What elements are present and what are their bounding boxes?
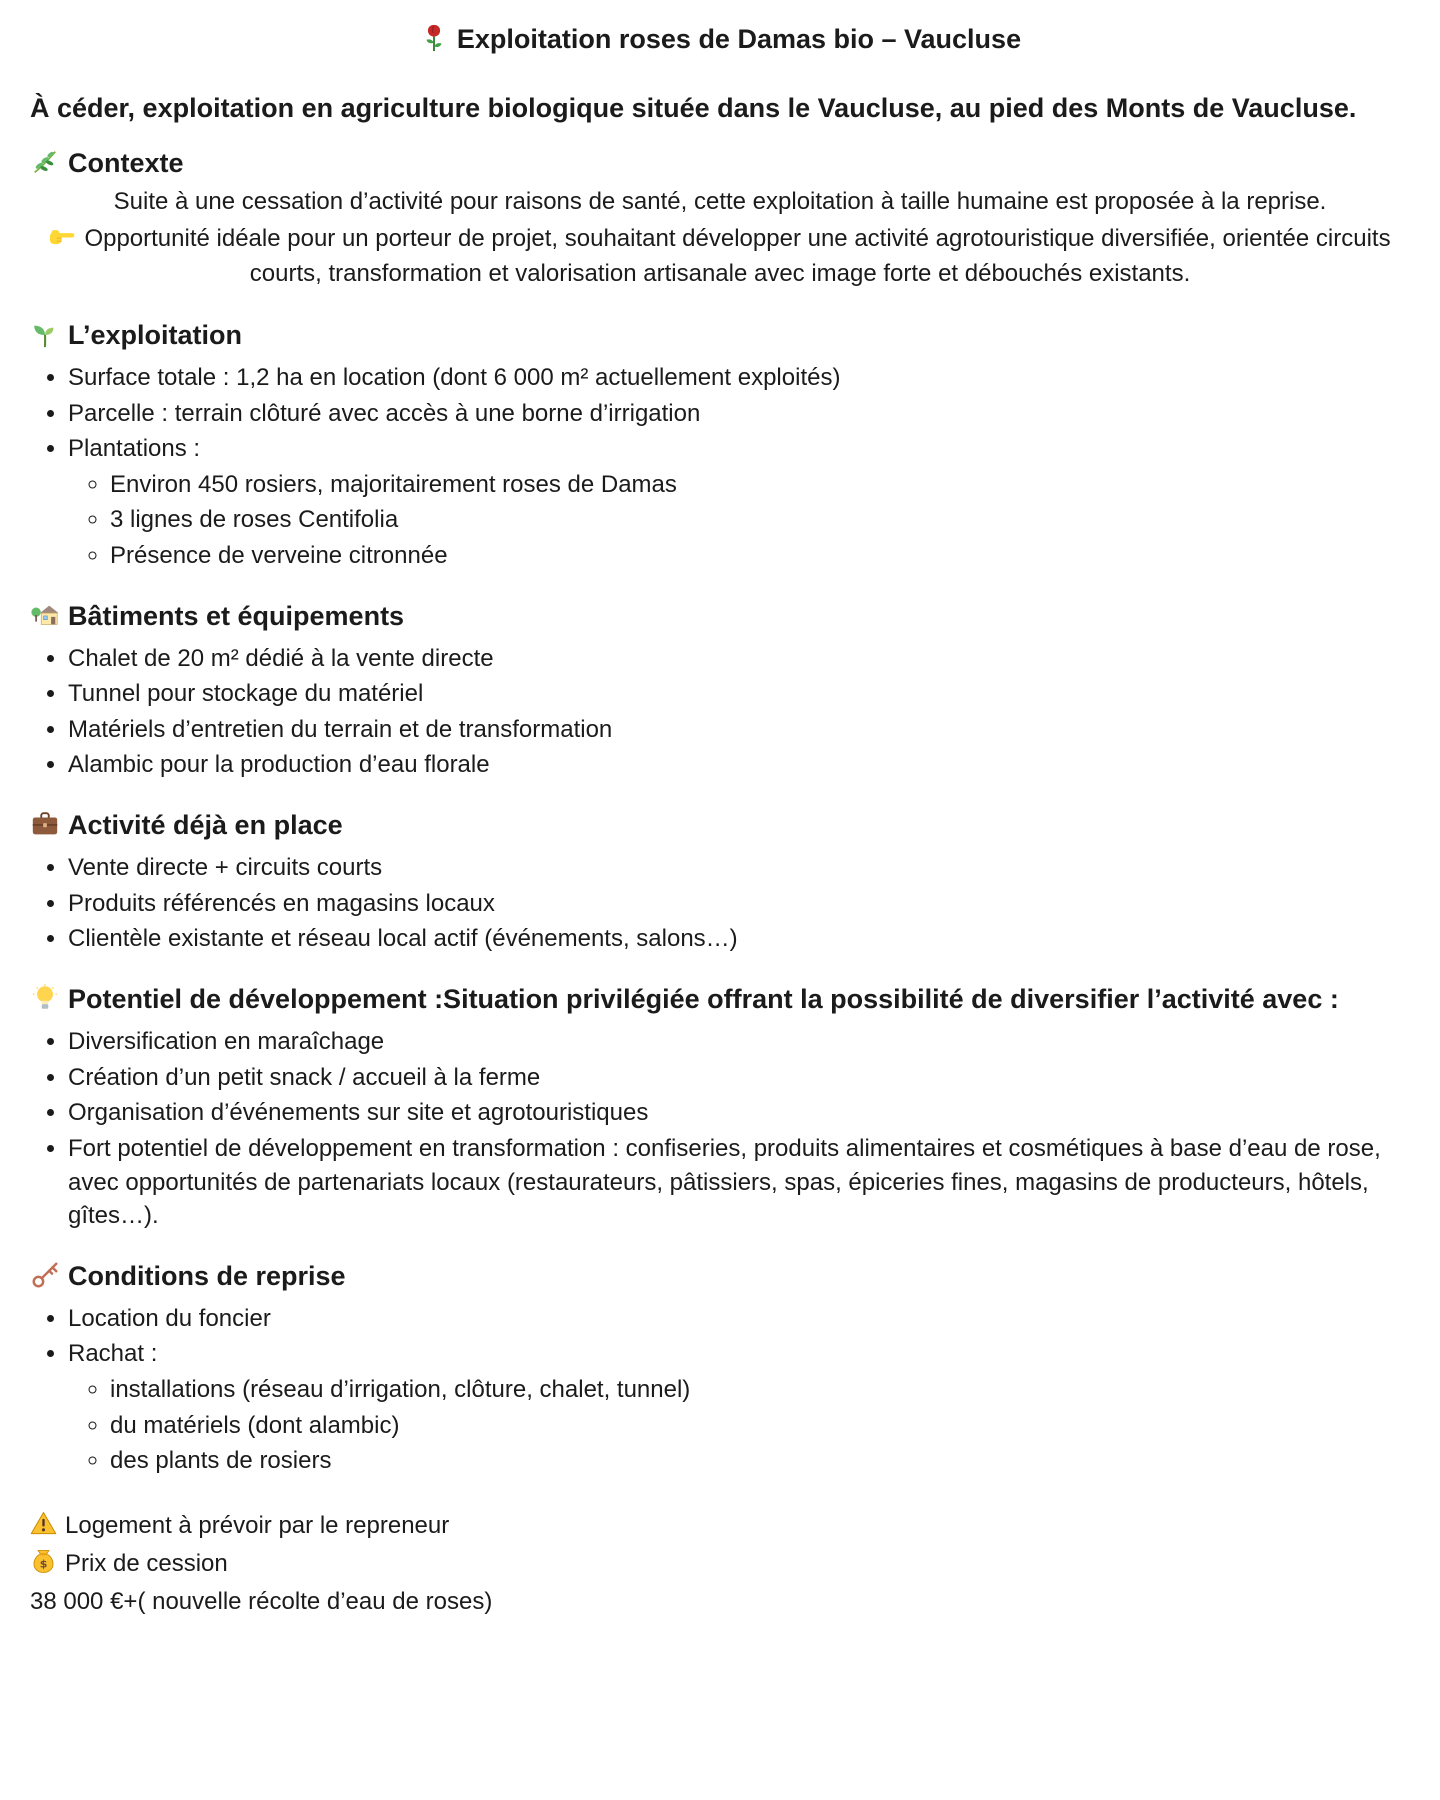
page-title: [30, 20, 1410, 59]
list-item: • Organisation d’événements sur site et agrotouristiques: [68, 1096, 1410, 1130]
section-heading-contexte: [30, 144, 1410, 183]
list-item: • Création d’un petit snack / accueil à la ferme: [68, 1061, 1410, 1095]
section-heading-text: Potentiel de développement :Situation privilégiée offrant la possibilité de diversifier l’activité avec :: [68, 984, 1339, 1014]
list-item: ◦ Présence de verveine citronnée: [110, 539, 1410, 573]
section-heading-text: Contexte: [68, 148, 184, 179]
contexte-paragraph-2: [30, 222, 1410, 292]
list-item: • Location du foncier: [68, 1302, 1410, 1336]
list-item: • Alambic pour la production d’eau florale: [68, 748, 1410, 782]
section-heading-text: Conditions de reprise: [68, 1260, 346, 1291]
rachat-sublist: [68, 1373, 1410, 1478]
list-item: • Chalet de 20 m² dédié à la vente directe: [68, 642, 1410, 676]
list-item: ◦ du matériels (dont alambic): [110, 1409, 1410, 1443]
old-key-icon: [30, 1260, 60, 1290]
point-right-icon: [49, 223, 76, 250]
list-item: • Tunnel pour stockage du matériel: [68, 677, 1410, 711]
list-item: • Surface totale : 1,2 ha en location (dont 6 000 m² actuellement exploités): [68, 361, 1410, 395]
section-heading-exploitation: [30, 316, 1410, 355]
list-item: • Parcelle : terrain clôturé avec accès à une borne d’irrigation: [68, 397, 1410, 431]
section-heading-batiments: [30, 597, 1410, 636]
list-item: • Clientèle existante et réseau local actif (événements, salons…): [68, 922, 1410, 956]
section-heading-text: L’exploitation: [68, 319, 243, 350]
briefcase-icon: [30, 809, 60, 839]
seedling-icon: [30, 319, 60, 349]
page-title-text: Exploitation roses de Damas bio – Vaucluse: [456, 24, 1022, 54]
warning-icon: [30, 1510, 57, 1537]
list-item: ◦ des plants de rosiers: [110, 1444, 1410, 1478]
plantations-sublist: [68, 468, 1410, 573]
contexte-paragraph-2-text: Opportunité idéale pour un porteur de projet, souhaitant développer une activité agrotouristique diversifiée, orientée circuits courts, transformation et valorisation artisanale avec image forte et débouchés existants.: [84, 225, 1391, 288]
section-heading-text: Activité déjà en place: [68, 810, 343, 841]
svg-text:$: $: [39, 1557, 48, 1571]
price-label-line: [30, 1546, 1410, 1582]
conditions-list: [30, 1302, 1410, 1478]
list-item: • Produits référencés en magasins locaux: [68, 887, 1410, 921]
list-item: • Vente directe + circuits courts: [68, 851, 1410, 885]
lightbulb-icon: [30, 983, 60, 1013]
intro-paragraph: À céder, exploitation en agriculture biologique située dans le Vaucluse, au pied des Monts de Vaucluse.: [30, 93, 1357, 124]
price-label-text: Prix de cession: [65, 1549, 228, 1577]
potentiel-list: [30, 1025, 1410, 1233]
exploitation-list: [30, 361, 1410, 573]
house-garden-icon: [30, 600, 60, 630]
price-value: 38 000 €+( nouvelle récolte d’eau de roses): [30, 1587, 493, 1615]
rose-icon: [419, 23, 449, 53]
section-heading-potentiel: [30, 980, 1410, 1019]
housing-note: [30, 1508, 1410, 1544]
list-item: ◦ Environ 450 rosiers, majoritairement roses de Damas: [110, 468, 1410, 502]
contexte-paragraph-1: Suite à une cessation d’activité pour raisons de santé, cette exploitation à taille humaine est proposée à la reprise.: [113, 188, 1327, 216]
list-item: • Fort potentiel de développement en transformation : confiseries, produits alimentaires et cosmétiques à base d’eau de rose, avec opportunités de partenariats locaux (restaurateurs, pâtissiers, spas, épiceries fines, magasins de producteurs, hôtels, gîtes…).: [68, 1132, 1410, 1233]
section-heading-text: Bâtiments et équipements: [68, 600, 405, 631]
batiments-list: [30, 642, 1410, 782]
list-item: • Diversification en maraîchage: [68, 1025, 1410, 1059]
list-item: ◦ 3 lignes de roses Centifolia: [110, 503, 1410, 537]
footer-notes: [30, 1508, 1410, 1620]
list-item: ◦ installations (réseau d’irrigation, clôture, chalet, tunnel): [110, 1373, 1410, 1407]
activite-list: [30, 851, 1410, 956]
section-heading-activite: [30, 806, 1410, 845]
list-item: • Matériels d’entretien du terrain et de transformation: [68, 713, 1410, 747]
section-heading-conditions: [30, 1257, 1410, 1296]
herb-icon: [30, 147, 60, 177]
list-item: [68, 1337, 1410, 1477]
money-bag-icon: [30, 1548, 57, 1575]
list-item: [68, 432, 1410, 572]
list-item-label: Rachat :: [68, 1340, 158, 1368]
list-item-label: Plantations :: [68, 435, 201, 463]
housing-note-text: Logement à prévoir par le repreneur: [65, 1511, 450, 1539]
